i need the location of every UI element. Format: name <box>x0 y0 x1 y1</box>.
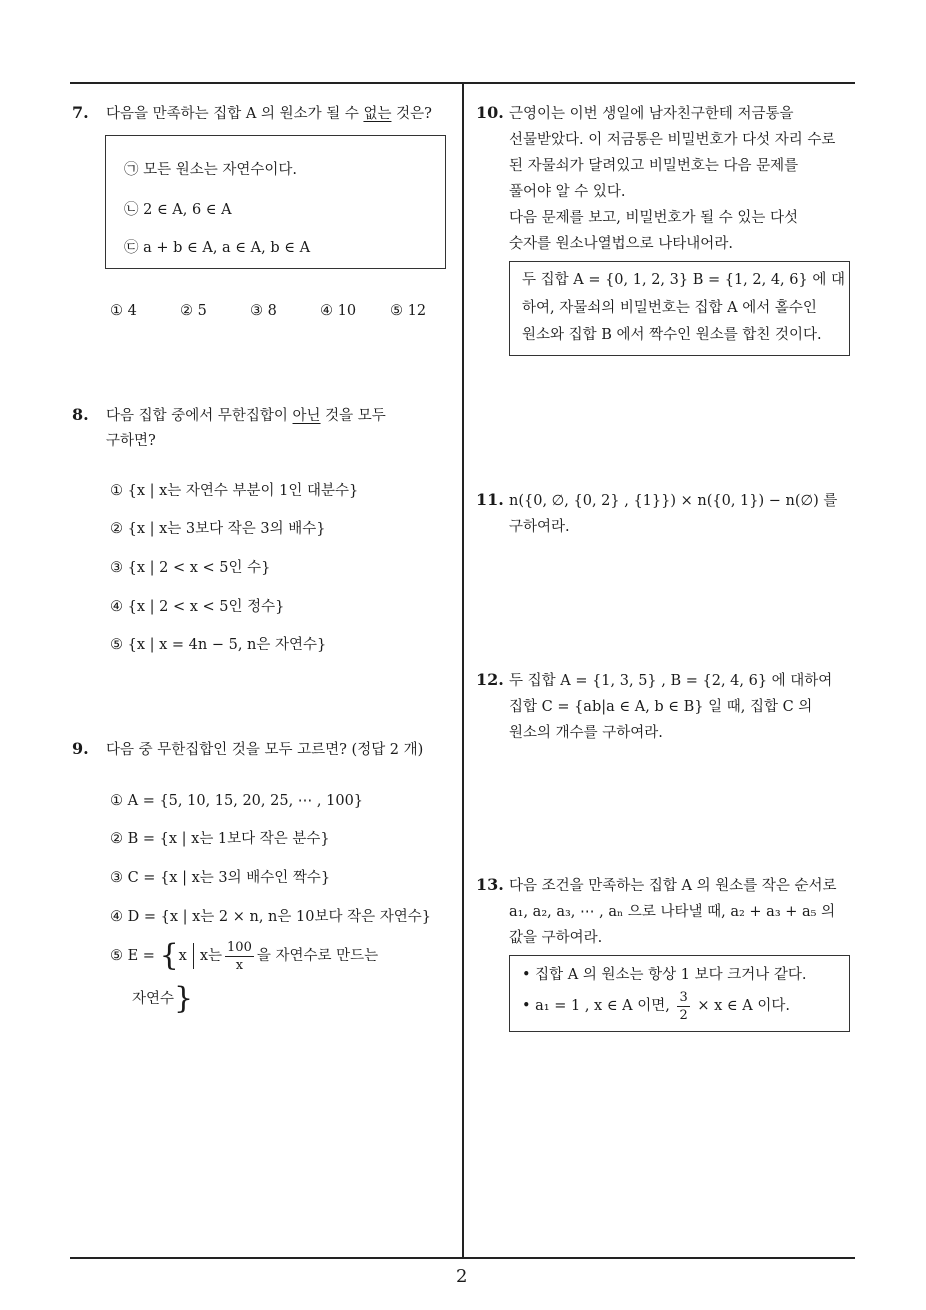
q10-number: 10. <box>476 103 504 122</box>
q9-prompt: 다음 중 무한집합인 것을 모두 고르면? (정답 2 개) <box>106 742 424 758</box>
q10-line-3: 된 자물쇠가 달려있고 비밀번호는 다음 문제를 <box>509 158 799 174</box>
q7-prompt-underlined: 없는 <box>363 106 392 122</box>
q10-box-line-3: 원소와 집합 B 에서 짝수인 원소를 합친 것이다. <box>522 327 822 343</box>
q8-prompt-line1 <box>106 403 386 429</box>
q8-prompt-a: 다음 집합 중에서 무한집합이 <box>106 408 293 424</box>
q10-line-1: 근영이는 이번 생일에 남자친구한테 저금통을 <box>509 106 794 122</box>
q10-box-line-2: 하여, 자물쇠의 비밀번호는 집합 A 에서 홀수인 <box>522 300 817 316</box>
q13-line-1: 다음 조건을 만족하는 집합 A 의 원소를 작은 순서로 <box>509 878 837 894</box>
q13-line-2: a₁, a₂, a₃, ⋯ , aₙ 으로 나타낼 때, a₂ + a₃ + a₅ 의 <box>509 904 836 920</box>
q9-fraction-denominator: x <box>235 957 244 973</box>
q7-condition-1: ㉠ 모든 원소는 자연수이다. <box>124 162 298 178</box>
q8-number: 8. <box>72 405 89 424</box>
column-divider <box>462 82 464 1258</box>
q9-fraction <box>225 941 254 972</box>
q8-prompt-line2: 구하면? <box>106 433 156 449</box>
q7-condition-box <box>105 135 446 269</box>
q10-line-5: 다음 문제를 보고, 비밀번호가 될 수 있는 다섯 <box>509 210 798 226</box>
q13-box-line-2-b: × x ∈ A 이다. <box>692 998 790 1014</box>
q9-choice-2[interactable]: ② B = {x | x는 1보다 작은 분수} <box>110 831 330 847</box>
set-bar-icon <box>193 943 194 969</box>
q7-prompt <box>106 101 432 127</box>
q7-condition-2: ㉡ 2 ∈ A, 6 ∈ A <box>124 202 232 218</box>
q7-prompt-a: 다음을 만족하는 집합 A 의 원소가 될 수 <box>106 106 364 122</box>
q12-line-1: 두 집합 A = {1, 3, 5} , B = {2, 4, 6} 에 대하여 <box>509 673 833 689</box>
q8-prompt-b: 것을 모두 <box>320 408 386 424</box>
q8-choice-1[interactable]: ① {x | x는 자연수 부분이 1인 대분수} <box>110 483 359 499</box>
q9-choice-5-b: x는 <box>199 948 223 964</box>
q13-line-3: 값을 구하여라. <box>509 930 603 946</box>
q13-box-line-1: • 집합 A 의 원소는 항상 1 보다 크거나 같다. <box>522 967 807 983</box>
q7-choice-5[interactable]: ⑤ 12 <box>390 303 427 319</box>
q8-choice-3[interactable]: ③ {x | 2 < x < 5인 수} <box>110 560 271 576</box>
q13-fraction-denominator: 2 <box>679 1007 688 1023</box>
q8-choice-5[interactable]: ⑤ {x | x = 4n − 5, n은 자연수} <box>110 637 327 653</box>
q9-choice-4[interactable]: ④ D = {x | x는 2 × n, n은 10보다 작은 자연수} <box>110 909 431 925</box>
q8-choice-2[interactable]: ② {x | x는 3보다 작은 3의 배수} <box>110 521 326 537</box>
q7-choice-2[interactable]: ② 5 <box>180 303 207 319</box>
q9-choice-5-d: 자연수 <box>132 991 175 1007</box>
q11-line-1: n({0, ∅, {0, 2} , {1}}) × n({0, 1}) − n(∅) 를 <box>509 493 838 509</box>
q7-prompt-b: 것은? <box>391 106 432 122</box>
q10-line-6: 숫자를 원소나열법으로 나타내어라. <box>509 236 733 252</box>
q9-choice-5-x: x <box>178 948 187 964</box>
q12-line-2: 집합 C = {ab|a ∈ A, b ∈ B} 일 때, 집합 C 의 <box>509 699 813 715</box>
q9-number: 9. <box>72 739 89 758</box>
q9-choice-3[interactable]: ③ C = {x | x는 3의 배수인 짝수} <box>110 870 331 886</box>
q9-choice-5[interactable] <box>110 939 378 973</box>
q12-number: 12. <box>476 670 504 689</box>
q8-choice-4[interactable]: ④ {x | 2 < x < 5인 정수} <box>110 599 285 615</box>
q11-line-2: 구하여라. <box>509 519 570 535</box>
q9-choice-5-line2 <box>132 982 193 1016</box>
q7-condition-3: ㉢ a + b ∈ A, a ∈ A, b ∈ A <box>124 240 311 256</box>
right-brace-icon: } <box>174 981 194 1016</box>
q9-choice-1[interactable]: ① A = {5, 10, 15, 20, 25, ⋯ , 100} <box>110 793 364 809</box>
q9-choice-5-a: ⑤ E = <box>110 948 160 964</box>
page-number: 2 <box>456 1266 468 1287</box>
q8-prompt-underlined: 아닌 <box>292 408 321 424</box>
q13-box-line-2-a: • a₁ = 1 , x ∈ A 이면, <box>522 998 675 1014</box>
q9-choice-5-c: 을 자연수로 만드는 <box>256 948 379 964</box>
q10-line-4: 풀어야 알 수 있다. <box>509 184 626 200</box>
q13-box-line-2 <box>522 990 790 1022</box>
q11-number: 11. <box>476 490 504 509</box>
q7-choice-3[interactable]: ③ 8 <box>250 303 277 319</box>
q12-line-3: 원소의 개수를 구하여라. <box>509 725 663 741</box>
q13-fraction <box>677 991 689 1022</box>
q9-fraction-numerator: 100 <box>227 939 252 955</box>
q7-choice-4[interactable]: ④ 10 <box>320 303 357 319</box>
q13-fraction-numerator: 3 <box>679 989 688 1005</box>
left-brace-icon: { <box>159 938 179 973</box>
q7-choice-1[interactable]: ① 4 <box>110 303 137 319</box>
q13-condition-box <box>509 955 850 1032</box>
q10-line-2: 선물받았다. 이 저금통은 비밀번호가 다섯 자리 수로 <box>509 132 836 148</box>
q10-problem-box <box>509 261 850 356</box>
q13-number: 13. <box>476 875 504 894</box>
q10-box-line-1: 두 집합 A = {0, 1, 2, 3} B = {1, 2, 4, 6} 에 대 <box>522 272 845 288</box>
q7-number: 7. <box>72 103 89 122</box>
